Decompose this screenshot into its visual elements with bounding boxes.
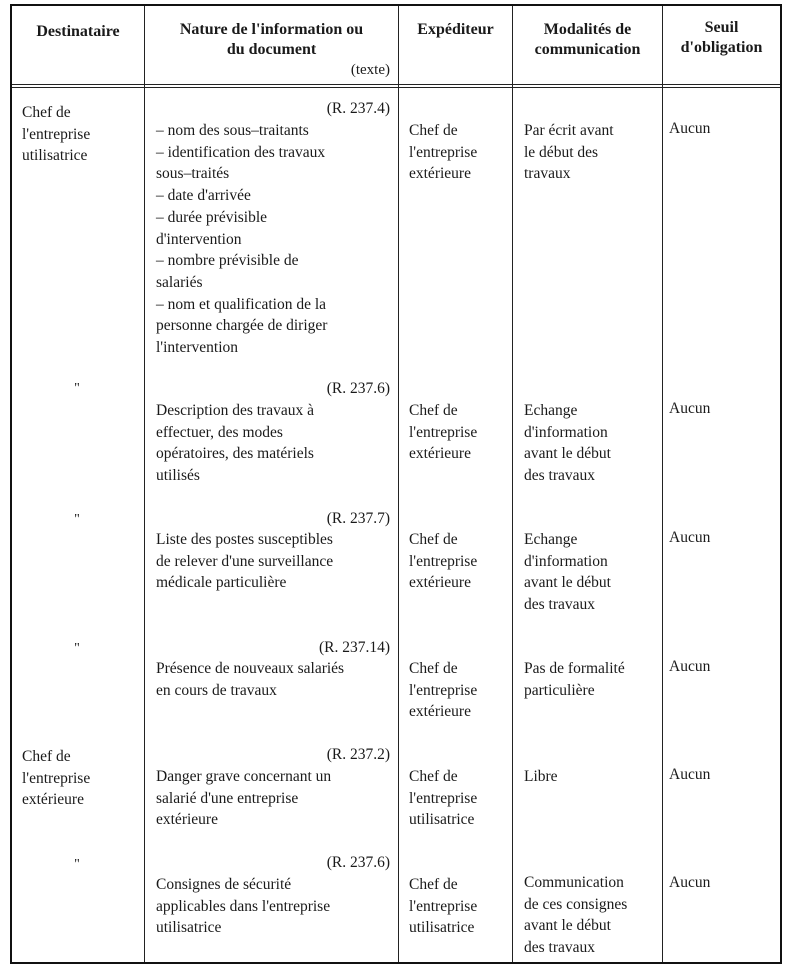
row-1-expediteur: Chef de l'entreprise extérieure xyxy=(409,122,478,183)
row-4-reference: (R. 237.14) xyxy=(318,639,390,656)
header-seuil: Seuil d'obligation xyxy=(680,19,763,56)
row-2-reference: (R. 237.6) xyxy=(326,380,390,397)
header-destinataire: Destinataire xyxy=(36,23,120,40)
row-4-seuil: Aucun xyxy=(669,658,711,675)
row-6-seuil: Aucun xyxy=(669,874,711,891)
row-5-expediteur: Chef de l'entreprise utilisatrice xyxy=(409,768,478,829)
row-4-modalites: Pas de formalité particulière xyxy=(524,660,625,699)
row-4-expediteur: Chef de l'entreprise extérieure xyxy=(409,660,478,721)
row-3-expediteur: Chef de l'entreprise extérieure xyxy=(409,531,478,592)
header-nature-sub: (texte) xyxy=(350,62,390,78)
row-2-modalites: Echange d'information avant le début des travaux xyxy=(524,402,611,485)
row-2-nature: Description des travaux à effectuer, des modes opératoires, des matériels utilisés xyxy=(156,402,314,485)
row-2-seuil: Aucun xyxy=(669,400,711,417)
row-1-modalites: Par écrit avant le début des travaux xyxy=(524,122,614,183)
row-5-destinataire: Chef de l'entreprise extérieure xyxy=(22,748,91,809)
row-3-destinataire-ditto: " xyxy=(74,512,80,527)
column-divider xyxy=(662,6,663,962)
header-modalites: Modalités de communication xyxy=(534,21,641,58)
row-6-destinataire-ditto: " xyxy=(74,857,80,872)
row-1-reference: (R. 237.4) xyxy=(326,100,390,117)
row-1-nature: – nom des sous–traitants – identification des travaux sous–traités – date d'arrivée – durée prévisible d'intervention – nombre prévisible de salariés – nom et qualification de la personne chargée de diriger l'intervention xyxy=(156,122,328,357)
row-3-reference: (R. 237.7) xyxy=(326,510,390,527)
row-5-modalites: Libre xyxy=(524,768,558,785)
column-divider xyxy=(398,6,399,962)
row-3-seuil: Aucun xyxy=(669,529,711,546)
row-5-nature: Danger grave concernant un salarié d'une entreprise extérieure xyxy=(156,768,332,829)
column-divider xyxy=(144,6,145,962)
obligations-table xyxy=(10,4,782,964)
header-nature: Nature de l'information ou du document (texte) xyxy=(145,20,398,80)
row-6-reference: (R. 237.6) xyxy=(326,854,390,871)
row-6-modalites: Communication de ces consignes avant le début des travaux xyxy=(524,874,628,957)
row-6-expediteur: Chef de l'entreprise utilisatrice xyxy=(409,876,478,937)
row-6-nature: Consignes de sécurité applicables dans l'entreprise utilisatrice xyxy=(156,876,331,937)
row-5-seuil: Aucun xyxy=(669,766,711,783)
row-1-destinataire: Chef de l'entreprise utilisatrice xyxy=(22,104,91,165)
row-3-nature: Liste des postes susceptibles de relever d'une surveillance médicale particulière xyxy=(156,531,334,592)
row-2-destinataire-ditto: " xyxy=(74,381,80,396)
header-expediteur: Expéditeur xyxy=(417,21,494,38)
row-1-seuil: Aucun xyxy=(669,120,711,137)
row-4-nature: Présence de nouveaux salariés en cours de travaux xyxy=(156,660,345,699)
row-5-reference: (R. 237.2) xyxy=(326,746,390,763)
row-3-modalites: Echange d'information avant le début des travaux xyxy=(524,531,611,614)
row-2-expediteur: Chef de l'entreprise extérieure xyxy=(409,402,478,463)
column-divider xyxy=(512,6,513,962)
row-4-destinataire-ditto: " xyxy=(74,641,80,656)
header-separator xyxy=(12,84,780,85)
